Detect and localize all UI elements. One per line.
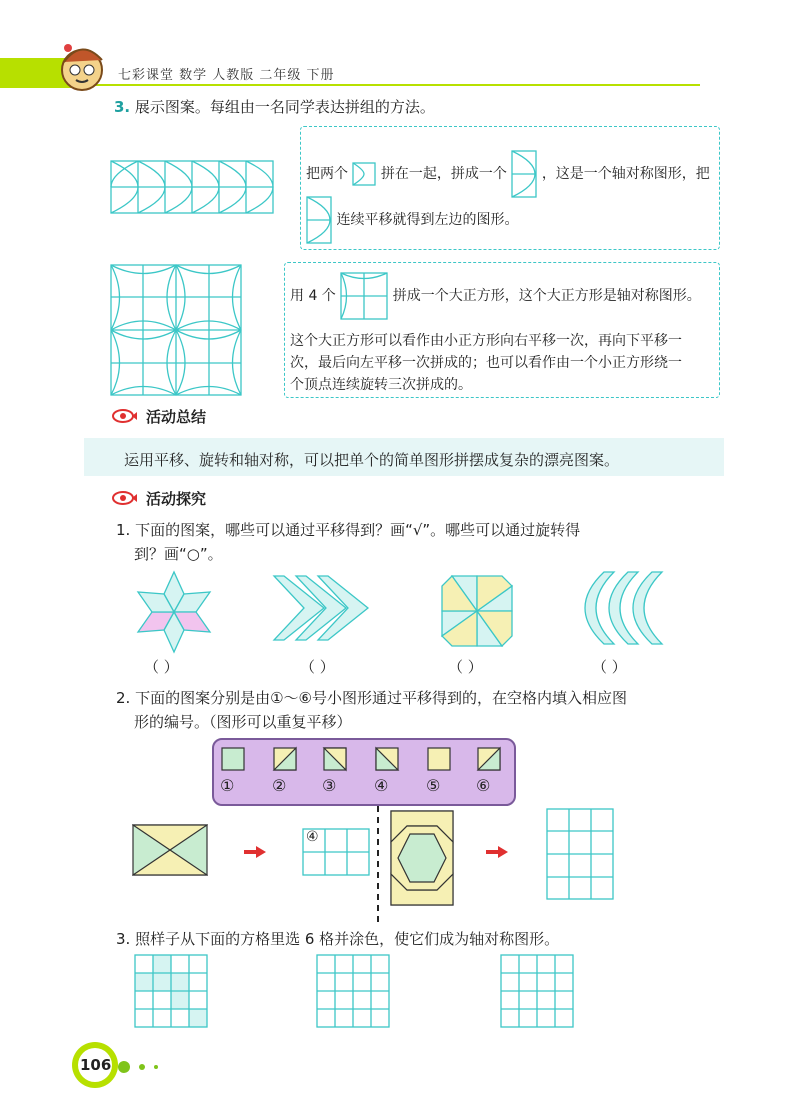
box2-text-b: 拼成一个大正方形，这个大正方形是轴对称图形。	[392, 288, 701, 304]
q1-line1: 1. 下面的图案，哪些可以通过平移得到？画“√”。哪些可以通过旋转得	[116, 521, 581, 539]
box1-text-c: ，这是一个轴对称图形，把	[541, 166, 710, 182]
filled-cell-label: ④	[306, 829, 319, 845]
mascot-icon	[50, 38, 120, 98]
box1-line2	[306, 196, 518, 244]
full-tile-icon	[511, 150, 537, 198]
q2-line1: 2. 下面的图案分别是由①～⑥号小图形通过平移得到的，在空格内填入相应图	[116, 689, 627, 707]
answer-grid-2[interactable]	[546, 808, 614, 900]
pattern-strip-figure	[110, 160, 274, 214]
summary-text: 运用平移、旋转和轴对称，可以把单个的简单图形拼摆成复杂的漂亮图案。	[124, 451, 620, 469]
half-tile-icon	[352, 162, 376, 186]
activity-3-number: 3.	[114, 98, 131, 116]
box1-line1	[306, 150, 710, 198]
box2-text-d: 次，最后向左平移一次拼成的；也可以看作由一个小正方形绕一	[290, 355, 682, 371]
activity-3-title	[114, 96, 435, 117]
crescent-pattern-figure	[574, 568, 666, 648]
header-title: 七彩课堂 数学 人教版 二年级 下册	[118, 68, 335, 83]
header-divider	[60, 84, 700, 86]
full-tile-icon-2	[306, 196, 332, 244]
activity-3-text: 展示图案。每组由一名同学表达拼组的方法。	[134, 98, 435, 116]
square-pattern-figure	[110, 264, 242, 396]
star-pattern-figure	[134, 568, 214, 658]
q2-line2: 形的编号。（图形可以重复平移）	[134, 713, 352, 731]
question-2	[116, 686, 627, 734]
box1-text-b: 拼在一起，拼成一个	[380, 166, 507, 182]
section-eye-icon-2	[112, 490, 138, 506]
box1-text-a: 把两个	[306, 166, 348, 182]
arrow-right-icon	[244, 846, 266, 858]
box2-text-a: 用 4 个	[290, 288, 336, 304]
square-tile-icon	[340, 272, 388, 320]
tile-label-6: ⑥	[476, 776, 491, 795]
answer-blank-2[interactable]: （ ）	[300, 658, 335, 676]
box2-text-c: 这个大正方形可以看作由小正方形向右平移一次，再向下平移一	[290, 333, 682, 349]
tile-legend-shapes	[212, 738, 516, 806]
summary-heading: 活动总结	[146, 408, 207, 426]
blank-grid-1[interactable]	[316, 954, 394, 1030]
box1-text-d: 连续平移就得到左边的图形。	[336, 212, 519, 228]
section-eye-icon	[112, 408, 138, 424]
box2-line1	[290, 272, 701, 320]
arrow-right-icon-2	[486, 846, 508, 858]
pinwheel-pattern-figure	[440, 574, 514, 648]
answer-blank-4[interactable]: （ ）	[592, 658, 627, 676]
dots-decoration	[118, 1060, 168, 1074]
explore-heading: 活动探究	[146, 490, 207, 508]
tile-label-4: ④	[374, 776, 389, 795]
envelope-pattern-figure	[132, 824, 208, 876]
tile-label-1: ①	[220, 776, 235, 795]
tile-label-2: ②	[272, 776, 287, 795]
answer-blank-3[interactable]: （ ）	[448, 658, 483, 676]
blank-grid-2[interactable]	[500, 954, 578, 1030]
box2-text-e: 个顶点连续旋转三次拼成的。	[290, 377, 472, 393]
question-1	[116, 518, 580, 566]
page-number: 106	[80, 1056, 112, 1074]
tile-label-5: ⑤	[426, 776, 441, 795]
answer-blank-1[interactable]: （ ）	[144, 658, 179, 676]
dashed-divider	[374, 806, 382, 922]
sample-grid	[134, 954, 212, 1030]
question-3: 3. 照样子从下面的方格里选 6 格并涂色，使它们成为轴对称图形。	[116, 930, 560, 948]
box2-paragraph	[290, 330, 716, 396]
chevron-pattern-figure	[272, 572, 376, 644]
q1-line2: 到？画“○”。	[134, 545, 223, 563]
tile-label-3: ③	[322, 776, 337, 795]
hexagon-pattern-figure	[390, 810, 454, 906]
